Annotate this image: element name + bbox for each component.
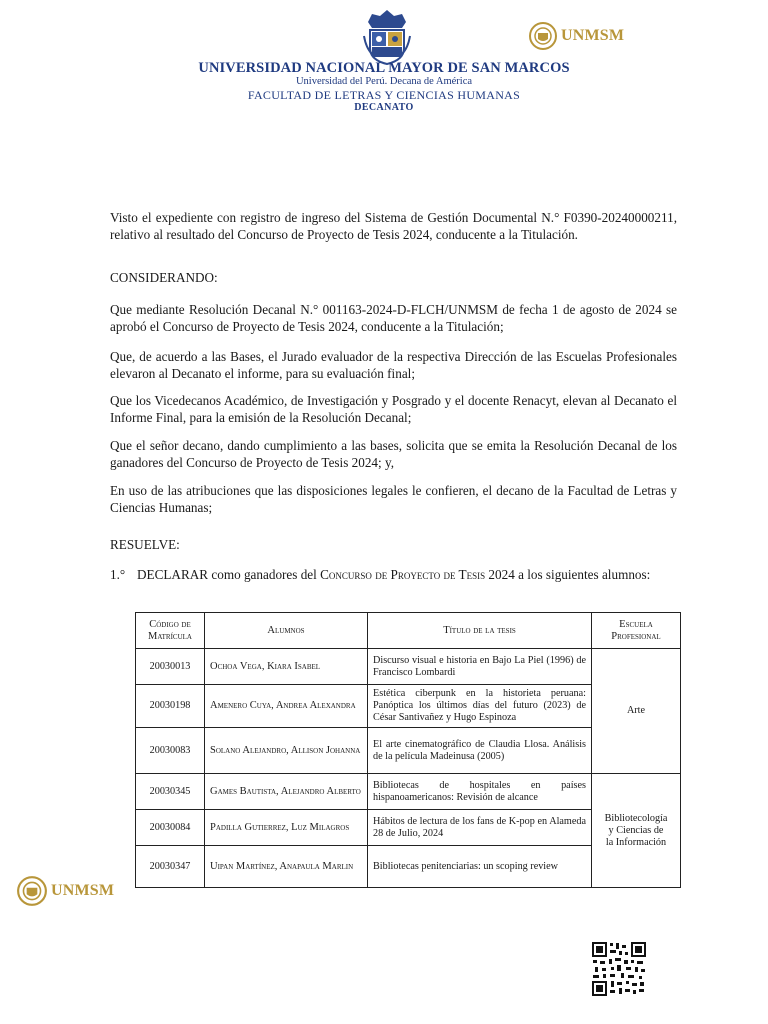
cell-code: 20030345 <box>136 774 205 810</box>
winners-table <box>135 612 681 888</box>
cell-code: 20030013 <box>136 649 205 685</box>
cell-title: Hábitos de lectura de los fans de K-pop en Alameda 28 de Julio, 2024 <box>368 810 592 846</box>
office-name: DECANATO <box>354 102 414 113</box>
unmsm-seal-icon <box>528 21 558 51</box>
cell-title: Bibliotecas penitenciarias: un scoping review <box>368 846 592 888</box>
cell-student: Games Bautista, Alejandro Alberto <box>205 774 368 810</box>
resolution-item-1 <box>110 567 677 584</box>
cell-title: Bibliotecas de hospitales en países hispanoamericanos: Revisión de alcance <box>368 774 592 810</box>
cell-student: Solano Alejandro, Allison Johanna <box>205 728 368 774</box>
cell-code: 20030083 <box>136 728 205 774</box>
university-subtitle: Universidad del Perú. Decana de América <box>295 76 473 87</box>
cell-code: 20030084 <box>136 810 205 846</box>
unmsm-seal-icon <box>16 875 48 907</box>
cell-code: 20030347 <box>136 846 205 888</box>
header-students: Alumnos <box>205 613 368 649</box>
letterhead <box>0 0 768 120</box>
table-row <box>136 649 681 685</box>
header-title: Título de la tesis <box>368 613 592 649</box>
item-text: DECLARAR como ganadores del Concurso de Proyecto de Tesis 2024 a los siguientes alumnos: <box>137 567 651 582</box>
cell-student: Ochoa Vega, Kiara Isabel <box>205 649 368 685</box>
faculty-name: FACULTAD DE LETRAS Y CIENCIAS HUMANAS <box>247 88 521 102</box>
unmsm-logo-bottom <box>16 875 114 907</box>
header-school: Escuela Profesional <box>592 613 681 649</box>
cell-school-bibliotecologia: Bibliotecología y Ciencias de la Información <box>592 774 681 888</box>
paragraph-atribuciones: En uso de las atribuciones que las disposiciones legales le confieren, el decano de la Facultad de Letras y Ciencias Humanas; <box>110 483 677 515</box>
table-header-row <box>136 613 681 649</box>
university-name: UNIVERSIDAD NACIONAL MAYOR DE SAN MARCOS <box>198 60 570 76</box>
cell-title: El arte cinematográfico de Claudia Llosa. Análisis de la película Madeinusa (2005) <box>368 728 592 774</box>
cell-student: Amenero Cuya, Andrea Alexandra <box>205 685 368 728</box>
cell-title: Discurso visual e historia en Bajo La Piel (1996) de Francisco Lombardi <box>368 649 592 685</box>
qr-code-icon <box>591 941 647 997</box>
unmsm-logo-text: UNMSM <box>51 882 115 899</box>
header-code: Código de Matrícula <box>136 613 205 649</box>
heading-resuelve: RESUELVE: <box>110 537 180 552</box>
table-row <box>136 774 681 810</box>
paragraph-considerando-4: Que el señor decano, dando cumplimiento a las bases, solicita que se emita la Resolución Decanal de los ganadores del Concurso de Proyecto de Tesis 2024; y, <box>110 438 677 470</box>
cell-student: Padilla Gutierrez, Luz Milagros <box>205 810 368 846</box>
heading-considerando: CONSIDERANDO: <box>110 270 218 285</box>
cell-title: Estética ciberpunk en la historieta peruana: Panóptica los últimos días del futuro (2023) de César Santivañez y Hugo Espinoza <box>368 685 592 728</box>
item-number: 1.° <box>110 567 126 582</box>
unmsm-logo-text: UNMSM <box>561 27 625 44</box>
cell-code: 20030198 <box>136 685 205 728</box>
paragraph-considerando-3: Que los Vicedecanos Académico, de Investigación y Posgrado y el docente Renacyt, elevan al Decanato el Informe Final, para la emisión de la Resolución Decanal; <box>110 393 677 425</box>
paragraph-considerando-2: Que, de acuerdo a las Bases, el Jurado evaluador de la respectiva Dirección de las Escuelas Profesionales elevaron al Decanato el informe, para su evaluación final; <box>110 349 677 381</box>
unmsm-logo-top <box>528 20 624 52</box>
university-crest-icon <box>362 8 412 66</box>
cell-student: Uipan Martínez, Anapaula Marlin <box>205 846 368 888</box>
paragraph-considerando-1: Que mediante Resolución Decanal N.° 001163-2024-D-FLCH/UNMSM de fecha 1 de agosto de 2024 se aprobó el Concurso de Proyecto de Tesis 2024, conducente a la Titulación; <box>110 302 677 334</box>
paragraph-visto: Visto el expediente con registro de ingreso del Sistema de Gestión Documental N.° F0390-20240000211, relativo al resultado del Concurso de Proyecto de Tesis 2024, conducente a la Titulación. <box>110 210 677 242</box>
cell-school-arte: Arte <box>592 649 681 774</box>
